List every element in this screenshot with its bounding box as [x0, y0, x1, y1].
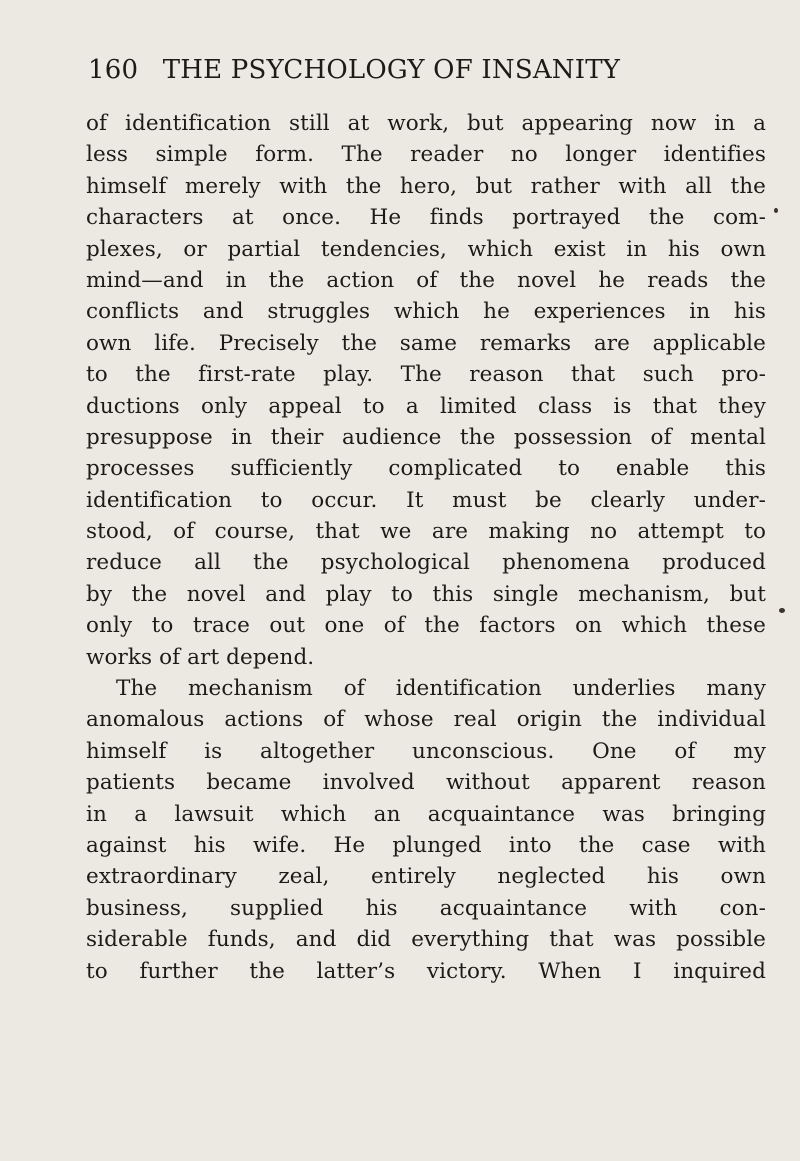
- text-line: to the first-rate play. The reason that such pro-: [86, 362, 766, 388]
- text-line: extraordinary zeal, entirely neglected his own: [86, 864, 766, 890]
- text-line: own life. Precisely the same remarks are applicable: [86, 330, 766, 356]
- text-line: himself is altogether unconscious. One of my: [86, 738, 766, 764]
- text-line: mind—and in the action of the novel he reads the: [86, 267, 766, 293]
- running-head: [88, 50, 728, 90]
- text-line: reduce all the psychological phenomena produced: [86, 550, 766, 576]
- text-line: siderable funds, and did everything that was possible: [86, 927, 766, 953]
- text-line: processes sufficiently complicated to enable this: [86, 456, 766, 482]
- text-line: presuppose in their audience the possession of mental: [86, 424, 766, 450]
- print-speck: [774, 208, 778, 213]
- text-line: in a lawsuit which an acquaintance was bringing: [86, 801, 766, 827]
- text-line: ductions only appeal to a limited class is that they: [86, 393, 766, 419]
- running-title: THE PSYCHOLOGY OF INSANITY: [162, 55, 621, 85]
- print-speck: [779, 608, 785, 613]
- text-line: business, supplied his acquaintance with con-: [86, 895, 766, 921]
- text-line: against his wife. He plunged into the case with: [86, 832, 766, 858]
- text-line: conflicts and struggles which he experiences in his: [86, 299, 766, 325]
- paragraph-end-line: works of art depend.: [86, 644, 315, 670]
- text-line: identification to occur. It must be clearly under-: [86, 487, 766, 513]
- text-line: only to trace out one of the factors on which these: [86, 613, 766, 639]
- text-line: to further the latter’s victory. When I inquired: [86, 958, 766, 984]
- text-line: by the novel and play to this single mechanism, but: [86, 581, 766, 607]
- page-number: 160: [88, 55, 139, 85]
- paragraph-start-line: The mechanism of identification underlies many: [116, 676, 766, 702]
- text-line: characters at once. He finds portrayed the com-: [86, 205, 766, 231]
- text-line: less simple form. The reader no longer identifies: [86, 142, 766, 168]
- text-line: anomalous actions of whose real origin the individual: [86, 707, 766, 733]
- text-line: of identification still at work, but appearing now in a: [86, 111, 766, 136]
- text-line: plexes, or partial tendencies, which exist in his own: [86, 236, 766, 262]
- text-line: stood, of course, that we are making no attempt to: [86, 519, 766, 545]
- text-line: himself merely with the hero, but rather with all the: [86, 173, 766, 199]
- text-line: patients became involved without apparent reason: [86, 770, 766, 796]
- body-text: [86, 108, 766, 987]
